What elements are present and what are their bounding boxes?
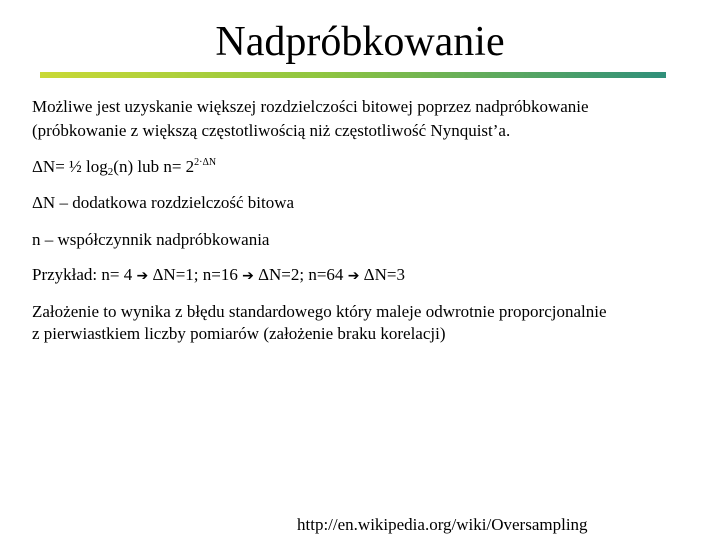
formula-log-base: 2	[107, 166, 114, 178]
wikipedia-link[interactable]: http://en.wikipedia.org/wiki/Oversampling	[297, 515, 588, 534]
arrow-right-icon: ➔	[347, 268, 360, 284]
example-line	[32, 264, 405, 287]
definition-n: n – współczynnik nadpróbkowania	[32, 230, 270, 249]
example-result-1: ΔN=1; n=16	[152, 265, 238, 284]
intro-line-2: (próbkowanie z większą częstotliwością niż częstotliwość Nynquist’a.	[32, 121, 511, 140]
formula-exponent: 2·ΔN	[194, 157, 217, 168]
arrow-right-icon: ➔	[242, 268, 254, 284]
definition-delta-n: ΔN – dodatkowa rozdzielczość bitowa	[32, 193, 295, 212]
formula	[32, 156, 216, 178]
assumption-line-2: z pierwiastkiem liczby pomiarów (założenie braku korelacji)	[32, 324, 446, 343]
assumption-line-1: Założenie to wynika z błędu standardowego który maleje odwrotnie proporcjonalnie	[32, 302, 607, 321]
slide-title: Nadpróbkowanie	[215, 19, 505, 65]
title-divider	[40, 72, 666, 78]
intro-line-1: Możliwe jest uzyskanie większej rozdzielczości bitowej poprzez nadpróbkowanie	[32, 97, 589, 116]
example-result-3: ΔN=3	[363, 265, 405, 284]
arrow-right-icon: ➔	[136, 268, 149, 284]
formula-part-1: ΔN= ½ log	[32, 157, 108, 176]
example-result-2: ΔN=2; n=64	[258, 265, 344, 284]
formula-part-2: (n) lub n= 2	[113, 157, 195, 176]
example-label: Przykład: n= 4	[32, 265, 133, 284]
